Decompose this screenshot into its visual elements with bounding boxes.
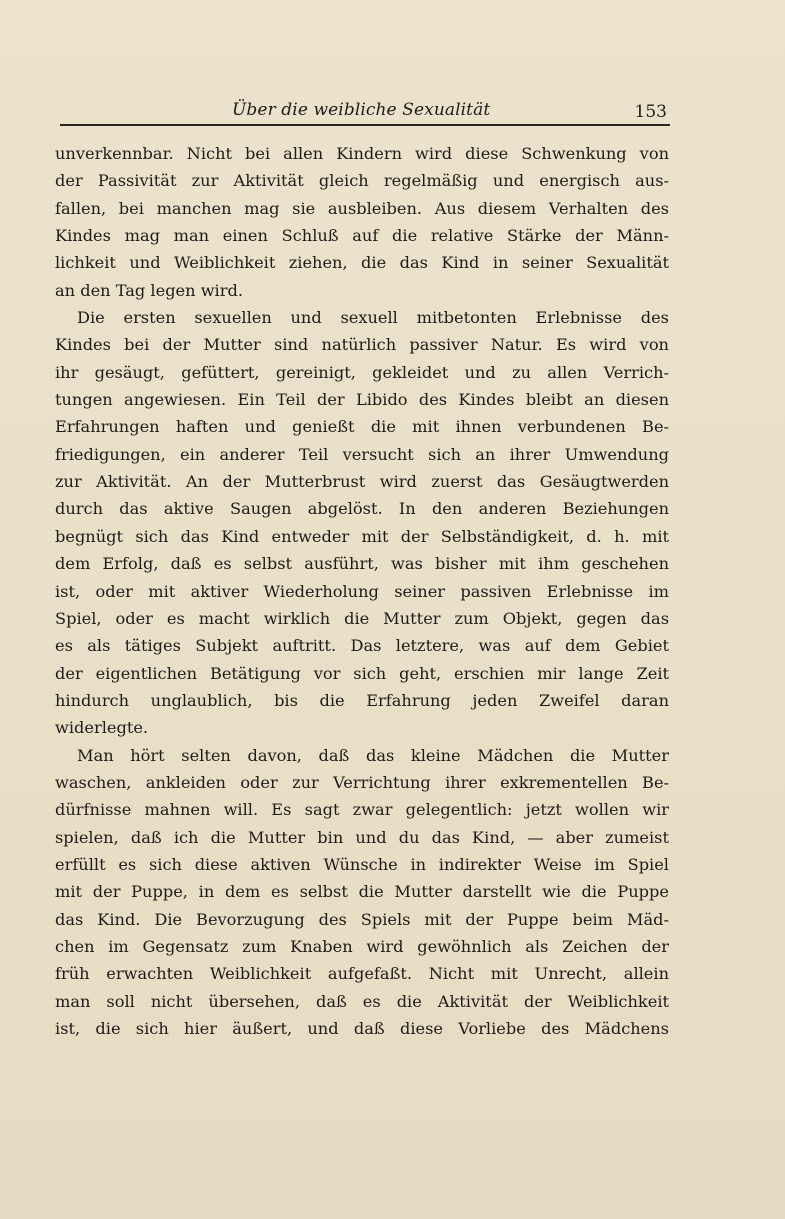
text-line: friedigungen, ein anderer Teil versucht sich an ihrer Umwendung — [55, 444, 669, 464]
header-rule — [60, 124, 670, 126]
text-line: dem Erfolg, daß es selbst ausführt, was bisher mit ihm geschehen — [55, 554, 669, 574]
text-line: früh erwachten Weiblichkeit aufgefaßt. Nicht mit Unrecht, allein — [55, 964, 669, 984]
text-line: ist, oder mit aktiver Wiederholung seiner passiven Erlebnisse im — [55, 581, 669, 601]
text-line: begnügt sich das Kind entweder mit der Selbständigkeit, d. h. mit — [55, 526, 669, 546]
text-line: unverkennbar. Nicht bei allen Kindern wird diese Schwenkung von — [55, 144, 669, 163]
text-line: tungen angewiesen. Ein Teil der Libido des Kindes bleibt an diesen — [55, 390, 669, 410]
text-line: es als tätiges Subjekt auftritt. Das letztere, was auf dem Gebiet — [55, 636, 669, 656]
text-line: mit der Puppe, in dem es selbst die Mutter darstellt wie die Puppe — [55, 882, 669, 902]
text-line: lichkeit und Weiblichkeit ziehen, die das Kind in seiner Sexualität — [55, 253, 669, 273]
text-line: zur Aktivität. An der Mutterbrust wird zuerst das Gesäugtwerden — [55, 472, 669, 492]
text-line: hindurch unglaublich, bis die Erfahrung jeden Zweifel daran — [55, 690, 669, 710]
paragraph — [55, 742, 669, 1043]
text-line: spielen, daß ich die Mutter bin und du das Kind, — aber zumeist — [55, 827, 669, 847]
text-line: ist, die sich hier äußert, und daß diese Vorliebe des Mädchens — [55, 1019, 669, 1038]
text-line: ihr gesäugt, gefüttert, gereinigt, gekleidet und zu allen Verrich- — [55, 362, 669, 382]
text-line: Erfahrungen haften und genießt die mit ihnen verbundenen Be- — [55, 417, 669, 437]
text-line: Spiel, oder es macht wirklich die Mutter zum Objekt, gegen das — [55, 608, 669, 628]
text-line: erfüllt es sich diese aktiven Wünsche in indirekter Weise im Spiel — [55, 854, 669, 874]
text-line: Die ersten sexuellen und sexuell mitbetonten Erlebnisse des — [77, 308, 669, 328]
text-line: fallen, bei manchen mag sie ausbleiben. Aus diesem Verhalten des — [55, 198, 669, 218]
text-line: widerlegte. — [55, 718, 149, 738]
text-line: der Passivität zur Aktivität gleich regelmäßig und energisch aus- — [55, 171, 669, 191]
text-line: dürfnisse mahnen will. Es sagt zwar gelegentlich: jetzt wollen wir — [55, 800, 669, 820]
text-line: Kindes mag man einen Schluß auf die relative Stärke der Männ- — [55, 226, 669, 246]
page-number: 153 — [634, 102, 667, 122]
text-line: der eigentlichen Betätigung vor sich geht, erschien mir lange Zeit — [55, 663, 669, 683]
running-title: Über die weibliche Sexualität — [232, 100, 491, 120]
paragraph — [55, 304, 669, 742]
text-line: das Kind. Die Bevorzugung des Spiels mit der Puppe beim Mäd- — [55, 909, 669, 929]
text-line: man soll nicht übersehen, daß es die Aktivität der Weiblichkeit — [55, 991, 669, 1011]
text-line: chen im Gegensatz zum Knaben wird gewöhnlich als Zeichen der — [55, 936, 669, 956]
text-line: Kindes bei der Mutter sind natürlich passiver Natur. Es wird von — [55, 335, 669, 355]
paragraph — [55, 140, 669, 304]
text-line: durch das aktive Saugen abgelöst. In den anderen Beziehungen — [55, 499, 669, 519]
body-text — [55, 140, 669, 1042]
running-header — [60, 96, 670, 126]
text-line: waschen, ankleiden oder zur Verrichtung ihrer exkrementellen Be- — [55, 772, 669, 792]
text-line: Man hört selten davon, daß das kleine Mädchen die Mutter — [77, 745, 669, 765]
text-line: an den Tag legen wird. — [55, 280, 243, 300]
